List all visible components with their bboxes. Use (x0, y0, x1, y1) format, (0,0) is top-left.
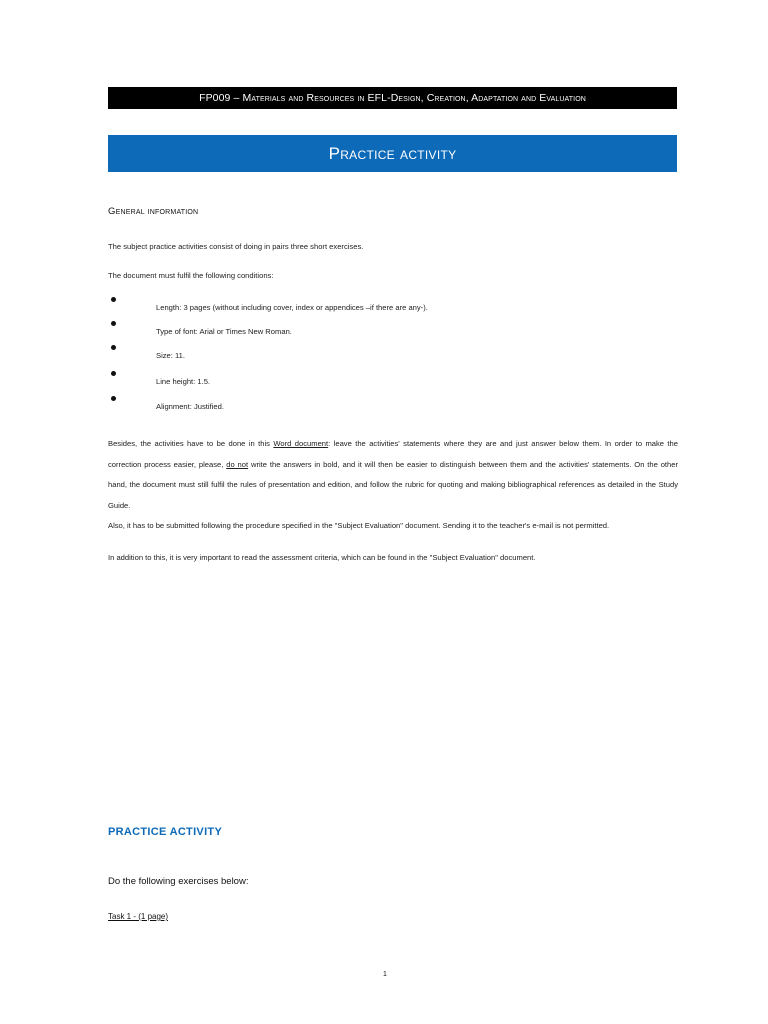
conditions-lead: The document must fulfil the following conditions: (108, 271, 274, 280)
besides-text-3: write the answers in bold, and it will then be easier to distinguish between them and the activities' statements. On the other hand, the document must still fulfil the rules of presentation and edition, and follow the rubric for quoting and making bibliographical references as detailed in the Study Guide. (108, 459, 678, 510)
besides-text-2: : leave the activities' statements where they are and just answer below them. In order to make the correction process easier, please, (108, 439, 678, 469)
course-header-bar (108, 87, 677, 109)
condition-text: Line height: 1.5. (156, 377, 211, 386)
besides-paragraph (108, 434, 678, 516)
condition-text: Alignment: Justified. (156, 402, 224, 411)
instruction-line: Do the following exercises below: (108, 876, 249, 887)
practice-activity-banner (108, 135, 677, 172)
condition-text: Size: 11. (156, 351, 185, 360)
intro-paragraph: The subject practice activities consist of doing in pairs three short exercises. (108, 242, 364, 251)
condition-text: Length: 3 pages (without including cover, index or appendices –if there are any-). (156, 303, 428, 312)
bullet-icon (111, 396, 116, 401)
task-1-heading: Task 1 - (1 page) (108, 912, 169, 921)
bullet-icon (111, 297, 116, 302)
word-document-link[interactable]: Word document (273, 439, 329, 448)
page-number: 1 (383, 971, 387, 978)
practice-activity-heading: PRACTICE ACTIVITY (108, 826, 223, 838)
bullet-icon (111, 371, 116, 376)
bullet-icon (111, 345, 116, 350)
besides-text-1: Besides, the activities have to be done in this (108, 439, 274, 448)
submit-paragraph: Also, it has to be submitted following the procedure specified in the "Subject Evaluation" document. Sending it to the teacher's e-mail is not permitted. (108, 521, 610, 530)
bullet-icon (111, 321, 116, 326)
general-information-heading: General information (108, 206, 199, 217)
criteria-paragraph: In addition to this, it is very important to read the assessment criteria, which can be found in the "Subject Evaluation" document. (108, 553, 536, 562)
course-title: FP009 – Materials and Resources in EFL-Design, Creation, Adaptation and Evaluation (199, 92, 586, 104)
condition-text: Type of font: Arial or Times New Roman. (156, 327, 292, 336)
do-not-emphasis: do not (226, 459, 249, 469)
banner-title: Practice activity (328, 143, 457, 163)
